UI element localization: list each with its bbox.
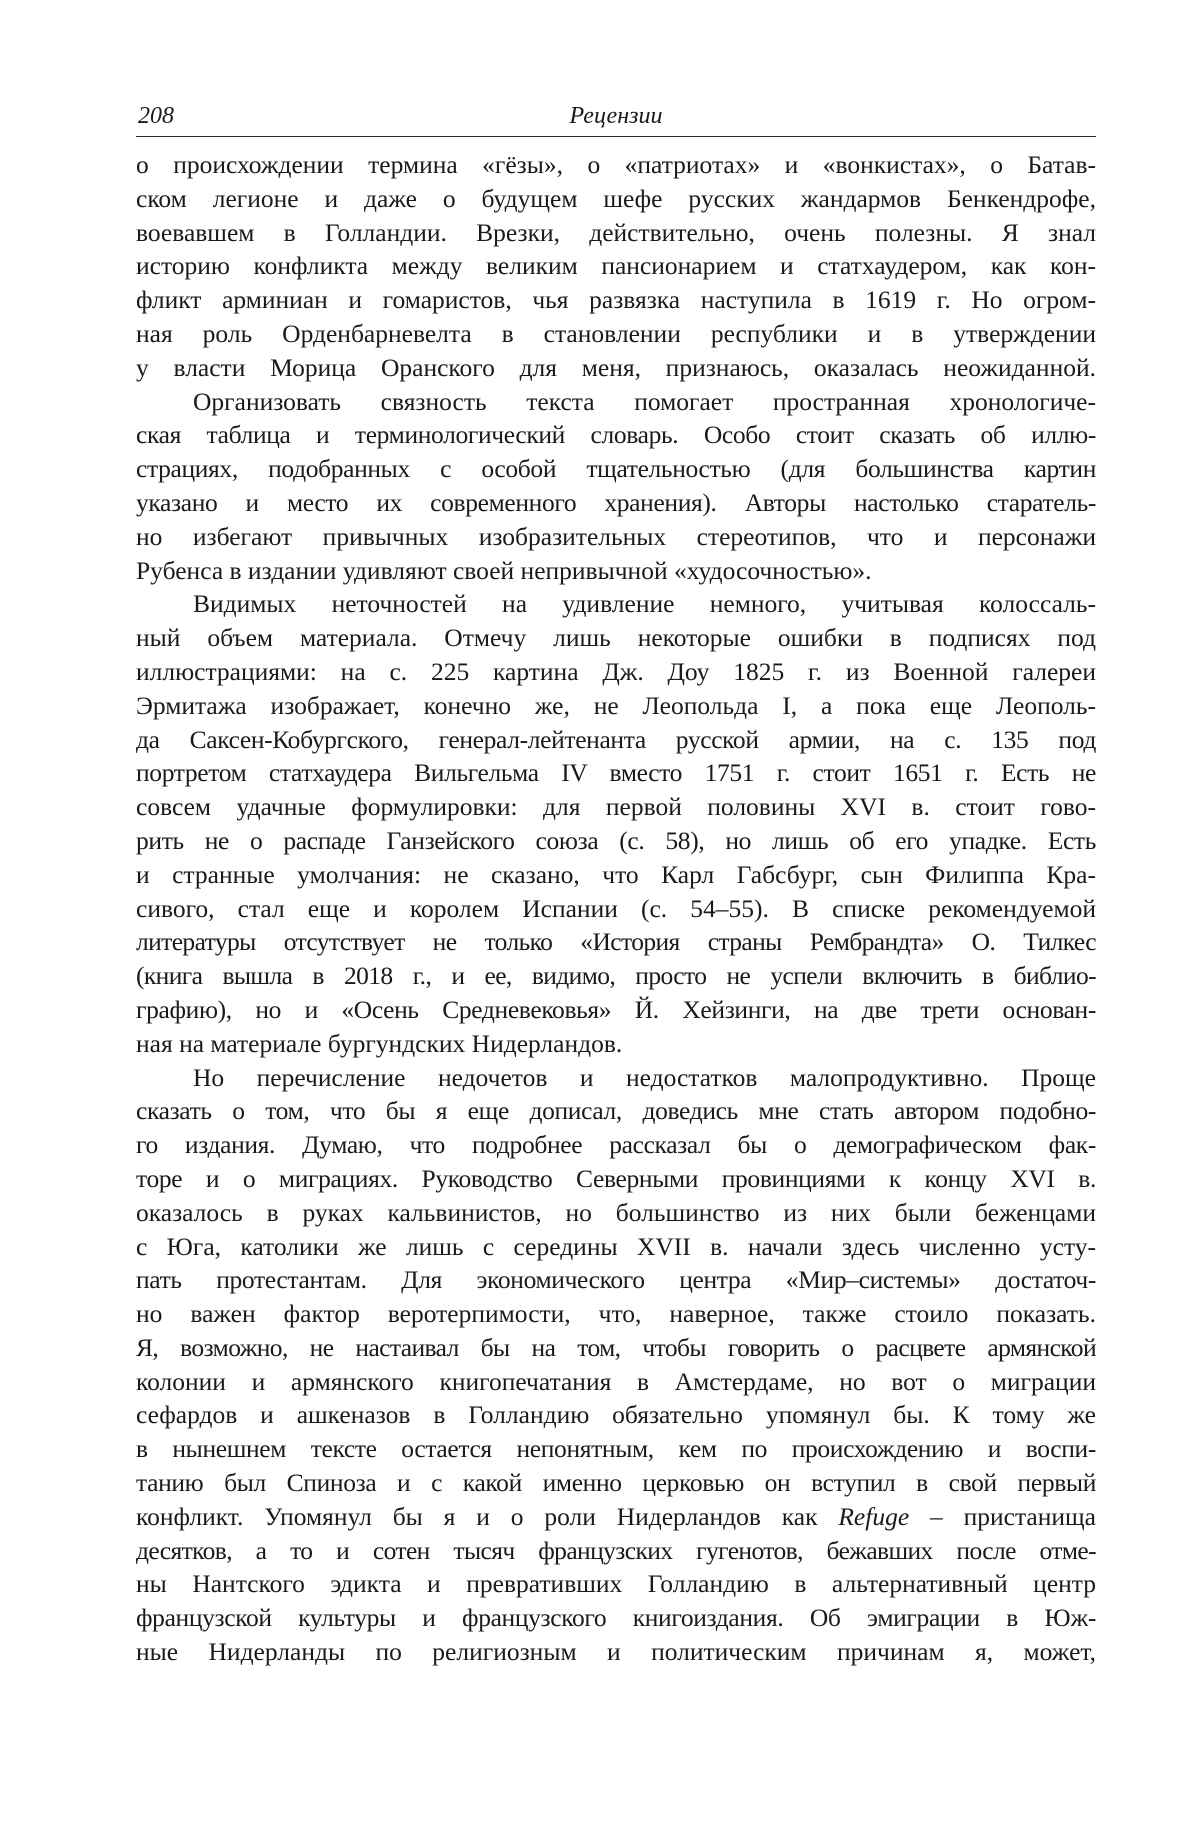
text-line: но избегают привычных изобразительных стереотипов, что и персонажи bbox=[136, 520, 1096, 554]
text-line: портретом статхаудера Вильгельма IV вместо 1751 г. стоит 1651 г. Есть не bbox=[136, 756, 1096, 790]
text-line: сефардов и ашкеназов в Голландию обязательно упомянул бы. К тому же bbox=[136, 1398, 1096, 1432]
text-line: иллюстрациями: на с. 225 картина Дж. Доу 1825 г. из Военной галереи bbox=[136, 655, 1096, 689]
text-line: торе и о миграциях. Руководство Северными провинциями к концу XVI в. bbox=[136, 1162, 1096, 1196]
text-line: Но перечисление недочетов и недостатков малопродуктивно. Проще bbox=[136, 1061, 1096, 1095]
text-line: ный объем материала. Отмечу лишь некоторые ошибки в подписях под bbox=[136, 621, 1096, 655]
text-line: о происхождении термина «гёзы», о «патриотах» и «вонкистах», о Батав- bbox=[136, 148, 1096, 182]
text-line: пать протестантам. Для экономического центра «Мир–системы» достаточ- bbox=[136, 1263, 1096, 1297]
text-line: ском легионе и даже о будущем шефе русских жандармов Бенкендрофе, bbox=[136, 182, 1096, 216]
text-line: но важен фактор веротерпимости, что, наверное, также стоило показать. bbox=[136, 1297, 1096, 1331]
text-line: рить не о распаде Ганзейского союза (с. 58), но лишь об его упадке. Есть bbox=[136, 824, 1096, 858]
text-line: и странные умолчания: не сказано, что Карл Габсбург, сын Филиппа Кра- bbox=[136, 858, 1096, 892]
text-line: ная роль Орденбарневелта в становлении республики и в утверждении bbox=[136, 317, 1096, 351]
text-line: ская таблица и терминологический словарь. Особо стоит сказать об иллю- bbox=[136, 418, 1096, 452]
text-line: Рубенса в издании удивляют своей непривычной «худосочностью». bbox=[136, 554, 1096, 588]
text-line: в нынешнем тексте остается непонятным, кем по происхождению и воспи- bbox=[136, 1432, 1096, 1466]
text-line: да Саксен-Кобургского, генерал-лейтенанта русской армии, на с. 135 под bbox=[136, 723, 1096, 757]
paragraph bbox=[136, 1061, 1096, 1669]
text-line: оказалось в руках кальвинистов, но большинство из них были беженцами bbox=[136, 1196, 1096, 1230]
text-line: совсем удачные формулировки: для первой половины XVI в. стоит гово- bbox=[136, 790, 1096, 824]
text-segment: конфликт. Упомянул бы я и о роли Нидерландов как bbox=[136, 1502, 838, 1531]
text-line-with-italic bbox=[136, 1500, 1096, 1534]
section-title: Рецензии bbox=[136, 96, 1096, 136]
text-line: с Юга, католики же лишь с середины XVII в. начали здесь численно усту- bbox=[136, 1230, 1096, 1264]
page bbox=[136, 96, 1096, 1669]
text-line: историю конфликта между великим пансионарием и статхаудером, как кон- bbox=[136, 249, 1096, 283]
text-line: сивого, стал еще и королем Испании (с. 54–55). В списке рекомендуемой bbox=[136, 892, 1096, 926]
text-line: фликт арминиан и гомаристов, чья развязка наступила в 1619 г. Но огром- bbox=[136, 283, 1096, 317]
running-head bbox=[136, 96, 1096, 137]
text-line: Эрмитажа изображает, конечно же, не Леопольда I, а пока еще Леополь- bbox=[136, 689, 1096, 723]
paragraph bbox=[136, 385, 1096, 588]
text-line: литературы отсутствует не только «История страны Рембрандта» О. Тилкес bbox=[136, 925, 1096, 959]
text-line: десятков, а то и сотен тысяч французских гугенотов, бежавших после отме- bbox=[136, 1534, 1096, 1568]
text-line: ны Нантского эдикта и превративших Голландию в альтернативный центр bbox=[136, 1567, 1096, 1601]
text-line: графию), но и «Осень Средневековья» Й. Хейзинги, на две трети основан- bbox=[136, 993, 1096, 1027]
text-line: колонии и армянского книгопечатания в Амстердаме, но вот о миграции bbox=[136, 1365, 1096, 1399]
text-line: у власти Морица Оранского для меня, признаюсь, оказалась неожиданной. bbox=[136, 351, 1096, 385]
text-line: Организовать связность текста помогает пространная хронологиче- bbox=[136, 385, 1096, 419]
text-segment: – пристанища bbox=[909, 1502, 1096, 1531]
text-line: французской культуры и французского книгоиздания. Об эмиграции в Юж- bbox=[136, 1601, 1096, 1635]
paragraph bbox=[136, 148, 1096, 385]
text-line: Видимых неточностей на удивление немного, учитывая колоссаль- bbox=[136, 587, 1096, 621]
text-line: воевавшем в Голландии. Врезки, действительно, очень полезны. Я знал bbox=[136, 216, 1096, 250]
text-line: танию был Спиноза и с какой именно церковью он вступил в свой первый bbox=[136, 1466, 1096, 1500]
text-line: сказать о том, что бы я еще дописал, доведись мне стать автором подобно- bbox=[136, 1094, 1096, 1128]
text-line: страциях, подобранных с особой тщательностью (для большинства картин bbox=[136, 452, 1096, 486]
italic-term: Refuge bbox=[838, 1502, 909, 1531]
page-number: 208 bbox=[138, 96, 174, 136]
text-line: (книга вышла в 2018 г., и ее, видимо, просто не успели включить в библио- bbox=[136, 959, 1096, 993]
paragraph bbox=[136, 587, 1096, 1060]
text-line: го издания. Думаю, что подробнее рассказал бы о демографическом фак- bbox=[136, 1128, 1096, 1162]
text-line: ные Нидерланды по религиозным и политическим причинам я, может, bbox=[136, 1635, 1096, 1669]
article-body bbox=[136, 148, 1096, 1669]
text-line: указано и место их современного хранения). Авторы настолько старатель- bbox=[136, 486, 1096, 520]
text-line: ная на материале бургундских Нидерландов. bbox=[136, 1027, 1096, 1061]
text-line: Я, возможно, не настаивал бы на том, чтобы говорить о расцвете армянской bbox=[136, 1331, 1096, 1365]
